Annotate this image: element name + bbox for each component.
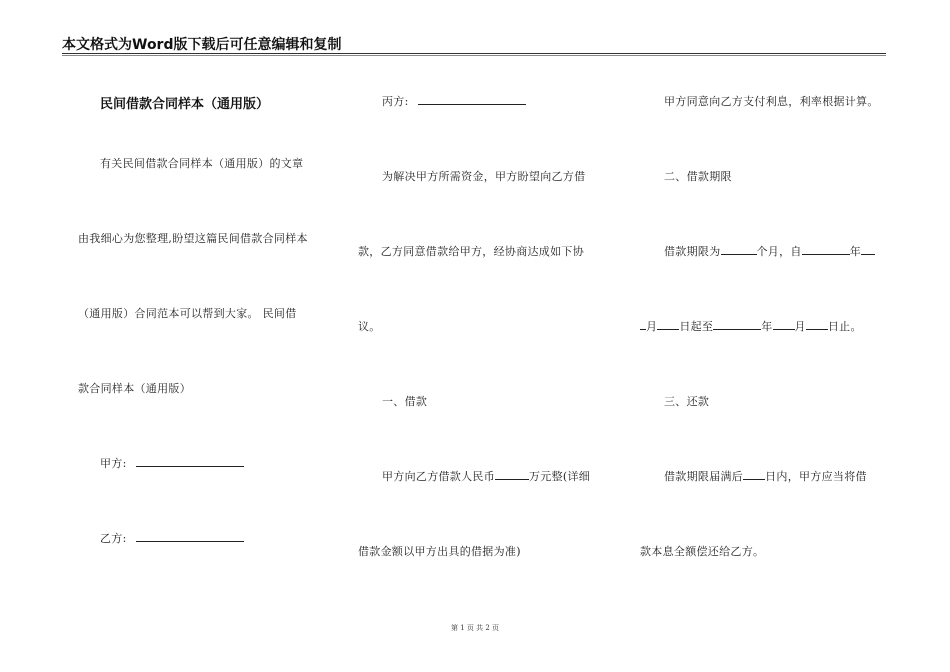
term2-text-e: 日止。 bbox=[827, 320, 862, 333]
document-title: 民间借款合同样本（通用版） bbox=[100, 97, 270, 112]
purpose-line-1: 为解决甲方所需资金，甲方盼望向乙方借 bbox=[382, 170, 586, 183]
term-end-day-blank bbox=[806, 319, 828, 330]
term-end-month-blank bbox=[773, 319, 795, 330]
header-text: 本文格式为Word版下载后可任意编辑和复制 bbox=[62, 37, 342, 53]
term-line-2 bbox=[640, 318, 862, 334]
repay-text-b: 日内，甲方应当将借 bbox=[765, 470, 867, 483]
section-3-heading: 三、还款 bbox=[664, 395, 710, 408]
purpose-line-2: 款，乙方同意借款给甲方，经协商达成如下协 bbox=[358, 245, 584, 258]
intro-line-2: 由我细心为您整理,盼望这篇民间借款合同样本 bbox=[78, 232, 308, 245]
term2-text-d: 月 bbox=[794, 320, 806, 333]
repay-line-1 bbox=[664, 468, 867, 484]
header-rule-thin bbox=[62, 55, 886, 56]
party-c-blank bbox=[418, 94, 526, 105]
loan-text-a: 甲方向乙方借款人民币 bbox=[382, 470, 495, 483]
intro-line-4: 款合同样本（通用版） bbox=[78, 382, 191, 395]
term-text-c: 年 bbox=[849, 245, 862, 258]
section-2-heading: 二、借款期限 bbox=[664, 170, 732, 183]
intro-line-1: 有关民间借款合同样本（通用版）的文章 bbox=[100, 157, 304, 170]
party-b-line bbox=[100, 530, 244, 546]
purpose-line-3: 议。 bbox=[358, 320, 381, 333]
loan-amount-blank bbox=[495, 469, 529, 480]
repay-line-2: 款本息全额偿还给乙方。 bbox=[640, 545, 765, 558]
party-a-label: 甲方: bbox=[100, 457, 127, 470]
party-b-label: 乙方: bbox=[100, 532, 127, 545]
term-line-1 bbox=[664, 243, 875, 259]
interest-line: 甲方同意向乙方支付利息，利率根据计算。 bbox=[664, 95, 879, 108]
party-b-blank bbox=[136, 531, 244, 542]
term2-text-c: 年 bbox=[761, 320, 773, 333]
section-1-heading: 一、借款 bbox=[382, 395, 428, 408]
page-header bbox=[62, 34, 886, 52]
term2-text-a: 月 bbox=[646, 320, 658, 333]
loan-line-1 bbox=[382, 468, 590, 484]
term-start-year-blank bbox=[802, 244, 850, 255]
term-text-a: 借款期限为 bbox=[664, 245, 721, 258]
term-text-b: 个月，自 bbox=[756, 245, 802, 258]
party-a-line bbox=[100, 455, 244, 471]
term-start-day-blank bbox=[657, 319, 679, 330]
header-rule bbox=[62, 53, 886, 54]
page-number: 第 1 页 共 2 页 bbox=[450, 624, 500, 632]
repay-days-blank bbox=[743, 469, 765, 480]
term-end-year-blank bbox=[713, 319, 761, 330]
repay-text-a: 借款期限届满后 bbox=[664, 470, 744, 483]
party-c-line bbox=[382, 93, 526, 109]
term-months-blank bbox=[721, 244, 757, 255]
intro-line-3: （通用版）合同范本可以帮到大家。 民间借 bbox=[78, 307, 297, 320]
loan-text-b: 万元整(详细 bbox=[529, 470, 591, 483]
term-start-month-blank-a bbox=[861, 244, 875, 255]
loan-line-2: 借款金额以甲方出具的借据为准) bbox=[358, 545, 521, 558]
party-c-label: 丙方: bbox=[382, 95, 409, 108]
term2-text-b: 日起至 bbox=[679, 320, 714, 333]
party-a-blank bbox=[136, 456, 244, 467]
